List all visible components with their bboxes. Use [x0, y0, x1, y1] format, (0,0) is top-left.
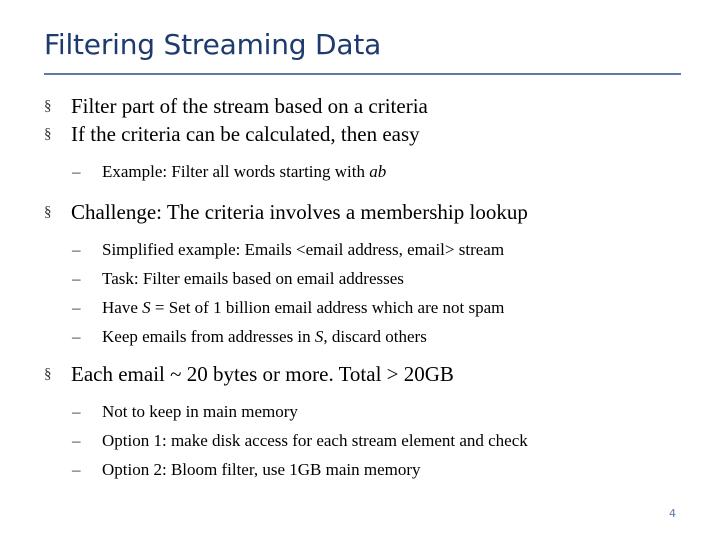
sub-bullet-text: Task: Filter emails based on email addresses	[102, 269, 404, 288]
set-symbol: S	[314, 327, 324, 346]
dash-bullet-icon: –	[72, 327, 81, 346]
slide-content	[44, 92, 704, 484]
dash-bullet-icon: –	[72, 162, 81, 181]
section-bullet-icon: §	[44, 204, 52, 220]
set-symbol: S	[142, 298, 151, 317]
sub-bullet-text: Option 2: Bloom filter, use 1GB main memory	[102, 460, 421, 479]
sub-bullet-text: Not to keep in main memory	[102, 402, 298, 421]
bullet-item	[44, 92, 704, 120]
sub-bullet-text: , discard others	[323, 327, 427, 346]
sub-bullet-item	[44, 157, 704, 186]
sub-bullet-item	[44, 397, 704, 426]
bullet-text: Each email ~ 20 bytes or more. Total > 20GB	[71, 362, 454, 386]
dash-bullet-icon: –	[72, 298, 81, 317]
dash-bullet-icon: –	[72, 460, 81, 479]
sub-bullet-text: Simplified example: Emails <email address, email> stream	[102, 240, 505, 259]
sub-bullet-text: Keep emails from addresses in	[102, 327, 315, 346]
section-bullet-icon: §	[44, 366, 52, 382]
section-bullet-icon: §	[44, 126, 52, 142]
sub-bullet-text: = Set of 1 billion email address which are not spam	[150, 298, 505, 317]
title-divider	[44, 73, 681, 75]
sub-bullet-item	[44, 322, 704, 351]
dash-bullet-icon: –	[72, 431, 81, 450]
dash-bullet-icon: –	[72, 240, 81, 259]
sub-bullet-item	[44, 235, 704, 264]
bullet-item	[44, 360, 704, 388]
bullet-text: Challenge: The criteria involves a membership lookup	[71, 200, 528, 224]
sub-bullet-item	[44, 426, 704, 455]
sub-bullet-text: Option 1: make disk access for each stream element and check	[102, 431, 528, 450]
bullet-item	[44, 120, 704, 148]
emphasis-text: ab	[369, 162, 387, 181]
bullet-text: Filter part of the stream based on a criteria	[71, 94, 428, 118]
section-bullet-icon: §	[44, 98, 52, 114]
sub-bullet-item	[44, 264, 704, 293]
dash-bullet-icon: –	[72, 269, 81, 288]
slide-title: Filtering Streaming Data	[44, 28, 382, 61]
sub-bullet-item	[44, 293, 704, 322]
sub-bullet-item	[44, 455, 704, 484]
bullet-item	[44, 198, 704, 226]
sub-bullet-text: Have	[102, 298, 143, 317]
dash-bullet-icon: –	[72, 402, 81, 421]
page-number: 4	[669, 507, 676, 520]
sub-bullet-text: Example: Filter all words starting with	[102, 162, 370, 181]
bullet-text: If the criteria can be calculated, then easy	[71, 122, 420, 146]
